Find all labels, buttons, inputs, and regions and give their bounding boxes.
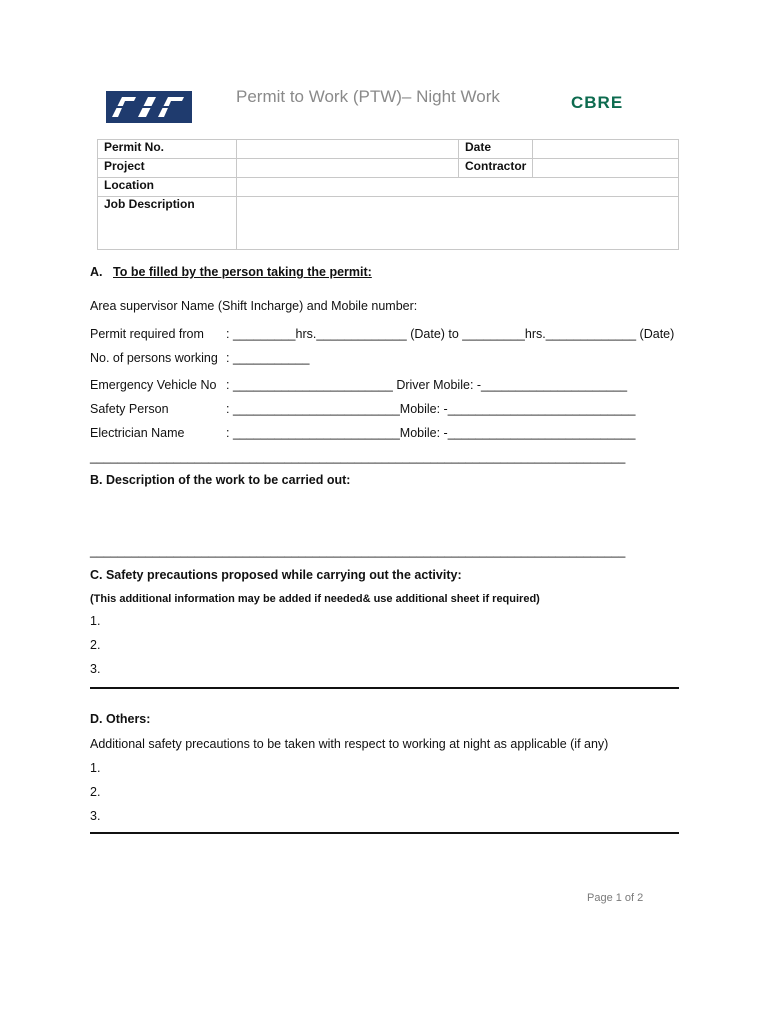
supervisor-line: Area supervisor Name (Shift Incharge) and Mobile number:: [90, 299, 418, 313]
permit-from-label: Permit required from: [90, 327, 204, 341]
electrician-field[interactable]: : ________________________Mobile: -___________________________: [226, 426, 636, 440]
section-d-text: Additional safety precautions to be taken with respect to working at night as applicable (if any): [90, 737, 609, 751]
persons-label: No. of persons working: [90, 351, 218, 365]
section-c-heading: C. Safety precautions proposed while carrying out the activity:: [90, 568, 462, 582]
page-number: Page 1 of 2: [587, 892, 644, 904]
permit-no-field[interactable]: [237, 140, 459, 159]
section-c-note: (This additional information may be added if needed& use additional sheet if required): [90, 593, 540, 605]
list-item: 1.: [90, 761, 101, 775]
permit-from-field[interactable]: : _________hrs._____________ (Date) to _________hrs._____________ (Date): [226, 327, 675, 341]
list-item: 2.: [90, 638, 101, 652]
permit-no-label: Permit No.: [98, 140, 237, 159]
sis-logo-icon: [106, 91, 192, 123]
location-label: Location: [98, 178, 237, 197]
date-field[interactable]: [533, 140, 679, 159]
document-title: Permit to Work (PTW)– Night Work: [236, 87, 500, 106]
contractor-label: Contractor: [459, 159, 533, 178]
section-d-heading: D. Others:: [90, 712, 151, 726]
section-b-divider[interactable]: _____________________________________________________________________________: [90, 544, 626, 558]
list-item: 3.: [90, 809, 101, 823]
location-field[interactable]: [237, 178, 679, 197]
safety-person-label: Safety Person: [90, 402, 169, 416]
list-item: 3.: [90, 662, 101, 676]
permit-info-table: [97, 139, 679, 250]
cbre-logo: CBRE: [571, 93, 624, 112]
persons-field[interactable]: : ___________: [226, 351, 310, 365]
job-description-label: Job Description: [98, 197, 237, 250]
electrician-label: Electrician Name: [90, 426, 185, 440]
table-row: [98, 178, 679, 197]
section-d-rule: [90, 832, 679, 834]
section-b-heading: B. Description of the work to be carried out:: [90, 473, 351, 487]
contractor-field[interactable]: [533, 159, 679, 178]
list-item: 2.: [90, 785, 101, 799]
safety-person-field[interactable]: : ________________________Mobile: -___________________________: [226, 402, 636, 416]
table-row: [98, 197, 679, 250]
sis-logo: [106, 91, 192, 123]
table-row: [98, 159, 679, 178]
section-a-marker: A.: [90, 265, 103, 279]
table-row: [98, 140, 679, 159]
date-label: Date: [459, 140, 533, 159]
vehicle-label: Emergency Vehicle No: [90, 378, 217, 392]
project-field[interactable]: [237, 159, 459, 178]
job-description-field[interactable]: [237, 197, 679, 250]
project-label: Project: [98, 159, 237, 178]
list-item: 1.: [90, 614, 101, 628]
section-a-divider: _____________________________________________________________________________: [90, 450, 626, 464]
section-a-heading: To be filled by the person taking the permit:: [113, 265, 372, 279]
vehicle-field[interactable]: : _______________________ Driver Mobile: -_____________________: [226, 378, 628, 392]
section-c-rule: [90, 687, 679, 689]
